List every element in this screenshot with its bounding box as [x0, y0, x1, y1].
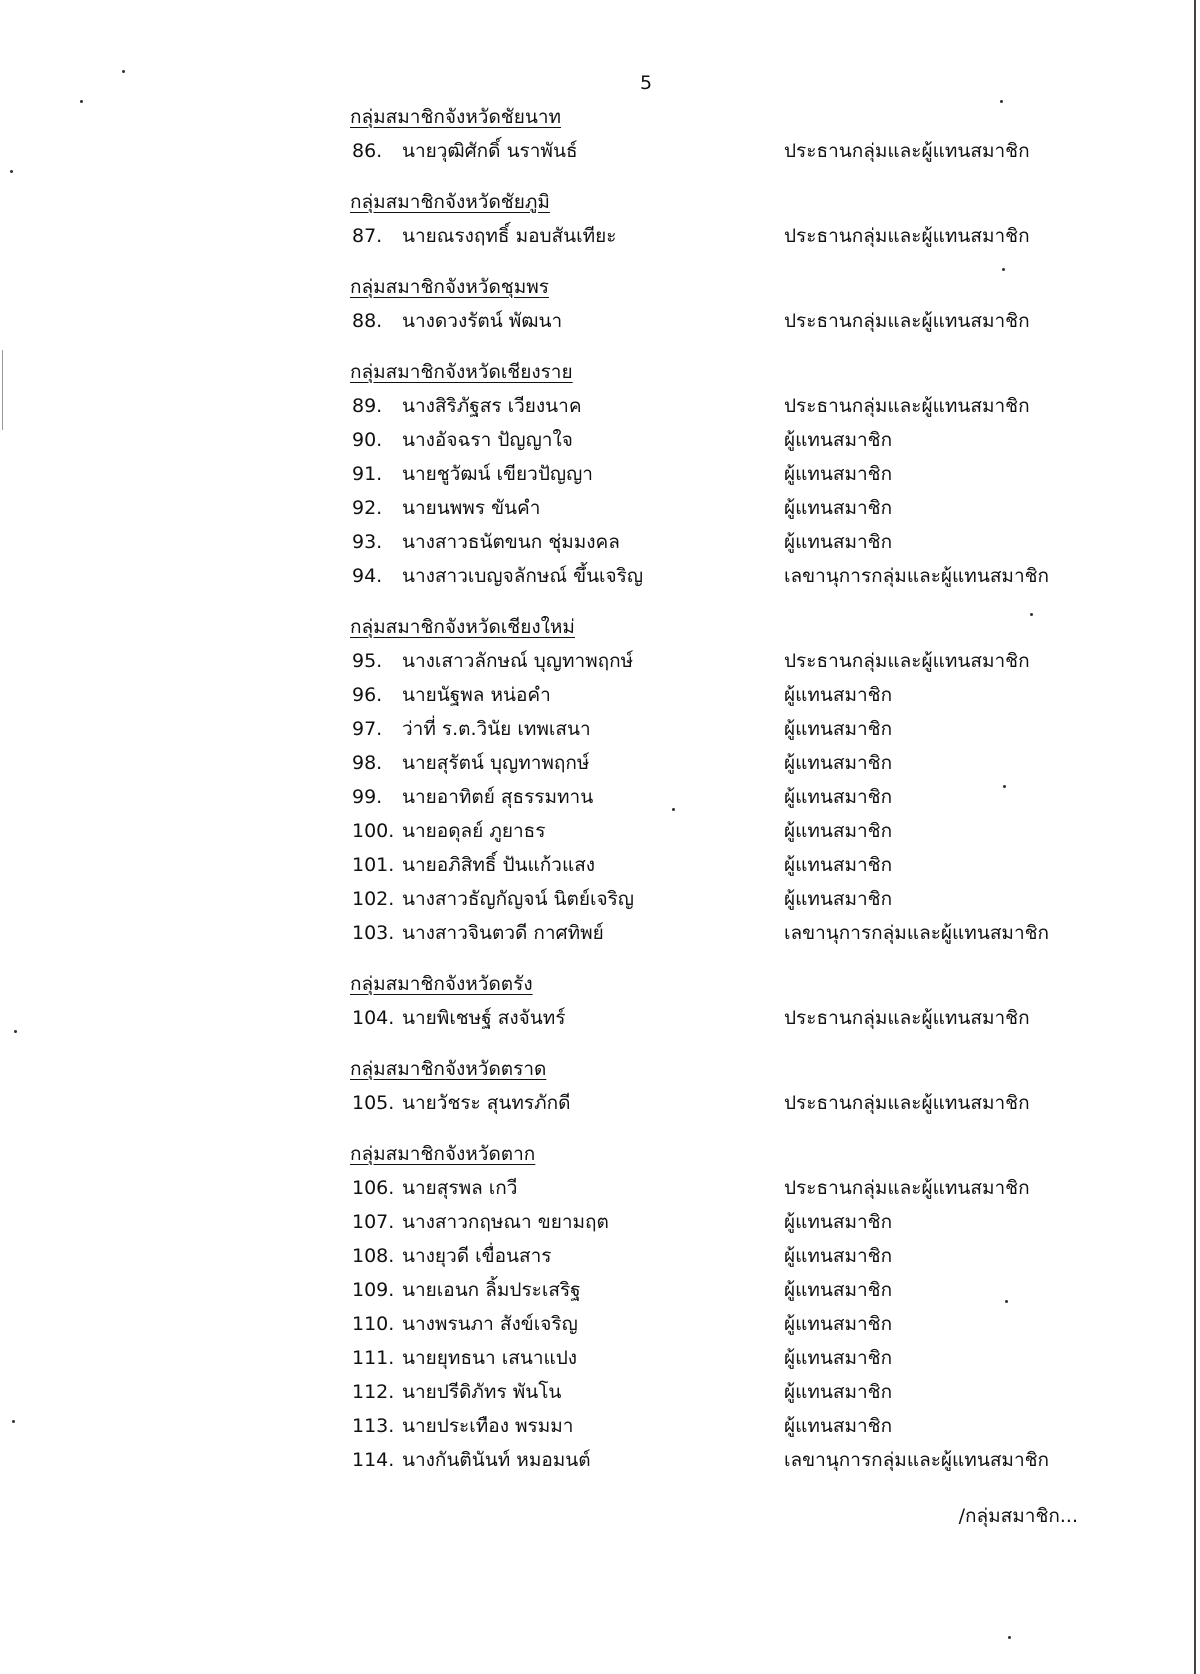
member-row [0, 525, 1200, 559]
member-number: 108. [352, 1245, 395, 1267]
member-row [0, 1001, 1200, 1035]
member-role: ประธานกลุ่มและผู้แทนสมาชิก [784, 395, 1030, 417]
member-name: นางยุวดี เขื่อนสาร [402, 1245, 552, 1267]
group-heading: กลุ่มสมาชิกจังหวัดเชียงใหม่ [350, 616, 575, 638]
member-role: ผู้แทนสมาชิก [784, 684, 893, 706]
member-row [0, 1239, 1200, 1273]
member-row [0, 423, 1200, 457]
member-number: 93. [352, 531, 383, 553]
member-row [0, 1443, 1200, 1477]
member-role: ประธานกลุ่มและผู้แทนสมาชิก [784, 1092, 1030, 1114]
group-heading: กลุ่มสมาชิกจังหวัดชุมพร [350, 276, 549, 298]
member-row [0, 457, 1200, 491]
member-name: นายนพพร ขันคำ [402, 497, 541, 519]
member-role: ประธานกลุ่มและผู้แทนสมาชิก [784, 1007, 1030, 1029]
member-role: เลขานุการกลุ่มและผู้แทนสมาชิก [784, 1449, 1050, 1471]
member-row [0, 712, 1200, 746]
member-name: นางสิริภัฐสร เวียงนาค [402, 395, 582, 417]
member-row [0, 1086, 1200, 1120]
member-number: 96. [352, 684, 383, 706]
member-name: นายประเทือง พรมมา [402, 1415, 574, 1437]
member-row [0, 1205, 1200, 1239]
group-heading: กลุ่มสมาชิกจังหวัดเชียงราย [350, 361, 573, 383]
member-role: ผู้แทนสมาชิก [784, 463, 893, 485]
member-group [0, 1137, 1200, 1477]
member-name: นางสาวกฤษณา ขยามฤต [402, 1211, 609, 1233]
member-number: 103. [352, 922, 395, 944]
member-name: นายชูวัฒน์ เขียวปัญญา [402, 463, 593, 485]
member-role: ผู้แทนสมาชิก [784, 1245, 893, 1267]
member-row [0, 1375, 1200, 1409]
member-number: 110. [352, 1313, 395, 1335]
member-role: ผู้แทนสมาชิก [784, 752, 893, 774]
member-name: นายยุทธนา เสนาแปง [402, 1347, 578, 1369]
page-number: 5 [639, 72, 653, 94]
member-name: นายอดุลย์ ภูยาธร [402, 820, 546, 842]
member-name: นายณรงฤทธิ์ มอบสันเทียะ [402, 225, 617, 247]
member-role: ประธานกลุ่มและผู้แทนสมาชิก [784, 310, 1030, 332]
member-role: ผู้แทนสมาชิก [784, 531, 893, 553]
group-heading: กลุ่มสมาชิกจังหวัดตาก [350, 1143, 536, 1165]
member-name: นายนัฐพล หน่อคำ [402, 684, 551, 706]
member-name: นางอัจฉรา ปัญญาใจ [402, 429, 573, 451]
member-row [0, 1409, 1200, 1443]
member-role: ผู้แทนสมาชิก [784, 429, 893, 451]
member-row [0, 1171, 1200, 1205]
member-number: 101. [352, 854, 395, 876]
member-row [0, 219, 1200, 253]
member-number: 102. [352, 888, 395, 910]
member-role: ผู้แทนสมาชิก [784, 1415, 893, 1437]
member-row [0, 1307, 1200, 1341]
member-number: 114. [352, 1449, 395, 1471]
member-row [0, 491, 1200, 525]
member-role: ผู้แทนสมาชิก [784, 888, 893, 910]
member-name: นายวัชระ สุนทรภักดี [402, 1092, 571, 1114]
member-role: ประธานกลุ่มและผู้แทนสมาชิก [784, 1177, 1030, 1199]
member-number: 98. [352, 752, 383, 774]
member-group [0, 270, 1200, 338]
member-number: 106. [352, 1177, 395, 1199]
member-row [0, 304, 1200, 338]
group-heading: กลุ่มสมาชิกจังหวัดชัยนาท [350, 106, 562, 128]
member-role: ผู้แทนสมาชิก [784, 1279, 893, 1301]
member-row [0, 559, 1200, 593]
member-number: 104. [352, 1007, 395, 1029]
member-role: ผู้แทนสมาชิก [784, 786, 893, 808]
member-name: นายสุรพล เกวี [402, 1177, 518, 1199]
member-role: ประธานกลุ่มและผู้แทนสมาชิก [784, 225, 1030, 247]
member-number: 89. [352, 395, 383, 417]
member-role: ผู้แทนสมาชิก [784, 1313, 893, 1335]
member-name: นายปรีดิภัทร พันโน [402, 1381, 562, 1403]
scan-speck [1008, 1636, 1011, 1639]
member-number: 111. [352, 1347, 395, 1369]
member-number: 105. [352, 1092, 395, 1114]
member-row [0, 780, 1200, 814]
member-name: นายวุฒิศักดิ์ นราพันธ์ [402, 140, 578, 162]
member-number: 100. [352, 820, 395, 842]
member-group [0, 185, 1200, 253]
member-name: นางสาวธนัตขนก ชุ่มมงคล [402, 531, 620, 553]
member-number: 113. [352, 1415, 395, 1437]
member-number: 87. [352, 225, 383, 247]
member-name: นายพิเชษฐ์ สงจันทร์ [402, 1007, 566, 1029]
member-row [0, 389, 1200, 423]
member-role: ผู้แทนสมาชิก [784, 1381, 893, 1403]
member-group [0, 100, 1200, 168]
member-row [0, 1341, 1200, 1375]
member-role: เลขานุการกลุ่มและผู้แทนสมาชิก [784, 565, 1050, 587]
member-number: 92. [352, 497, 383, 519]
member-number: 90. [352, 429, 383, 451]
member-group [0, 967, 1200, 1035]
member-role: ประธานกลุ่มและผู้แทนสมาชิก [784, 650, 1030, 672]
member-name: นางกันตินันท์ หมอมนต์ [402, 1449, 591, 1471]
member-role: ผู้แทนสมาชิก [784, 1347, 893, 1369]
member-list [0, 100, 1200, 1494]
group-heading: กลุ่มสมาชิกจังหวัดตรัง [350, 973, 533, 995]
member-role: ผู้แทนสมาชิก [784, 497, 893, 519]
member-group [0, 355, 1200, 593]
member-number: 97. [352, 718, 383, 740]
member-row [0, 678, 1200, 712]
member-number: 109. [352, 1279, 395, 1301]
member-row [0, 134, 1200, 168]
member-role: ผู้แทนสมาชิก [784, 718, 893, 740]
member-name: นางเสาวลักษณ์ บุญทาพฤกษ์ [402, 650, 634, 672]
member-number: 91. [352, 463, 383, 485]
member-name: นางสาวธัญกัญจน์ นิตย์เจริญ [402, 888, 634, 910]
continuation-note: /กลุ่มสมาชิก... [958, 1505, 1078, 1527]
member-name: นางสาวเบญจลักษณ์ ขึ้นเจริญ [402, 565, 644, 587]
member-role: ประธานกลุ่มและผู้แทนสมาชิก [784, 140, 1030, 162]
member-number: 99. [352, 786, 383, 808]
member-name: นายอาทิตย์ สุธรรมทาน [402, 786, 594, 808]
group-heading: กลุ่มสมาชิกจังหวัดชัยภูมิ [350, 191, 550, 213]
member-name: นายสุรัตน์ บุญทาพฤกษ์ [402, 752, 590, 774]
member-group [0, 1052, 1200, 1120]
member-name: ว่าที่ ร.ต.วินัย เทพเสนา [402, 718, 591, 740]
member-name: นางดวงรัตน์ พัฒนา [402, 310, 563, 332]
member-role: ผู้แทนสมาชิก [784, 1211, 893, 1233]
group-heading: กลุ่มสมาชิกจังหวัดตราด [350, 1058, 547, 1080]
member-number: 95. [352, 650, 383, 672]
member-number: 107. [352, 1211, 395, 1233]
member-name: นายเอนก ลิ้มประเสริฐ [402, 1279, 581, 1301]
member-row [0, 848, 1200, 882]
member-number: 112. [352, 1381, 395, 1403]
member-number: 94. [352, 565, 383, 587]
member-row [0, 746, 1200, 780]
member-name: นางสาวจินตวดี กาศทิพย์ [402, 922, 604, 944]
member-role: เลขานุการกลุ่มและผู้แทนสมาชิก [784, 922, 1050, 944]
member-row [0, 916, 1200, 950]
member-name: นายอภิสิทธิ์ ปันแก้วแสง [402, 854, 596, 876]
member-row [0, 1273, 1200, 1307]
member-number: 86. [352, 140, 383, 162]
member-group [0, 610, 1200, 950]
member-row [0, 644, 1200, 678]
member-role: ผู้แทนสมาชิก [784, 820, 893, 842]
member-row [0, 882, 1200, 916]
member-role: ผู้แทนสมาชิก [784, 854, 893, 876]
member-number: 88. [352, 310, 383, 332]
member-row [0, 814, 1200, 848]
member-name: นางพรนภา สังข์เจริญ [402, 1313, 578, 1335]
